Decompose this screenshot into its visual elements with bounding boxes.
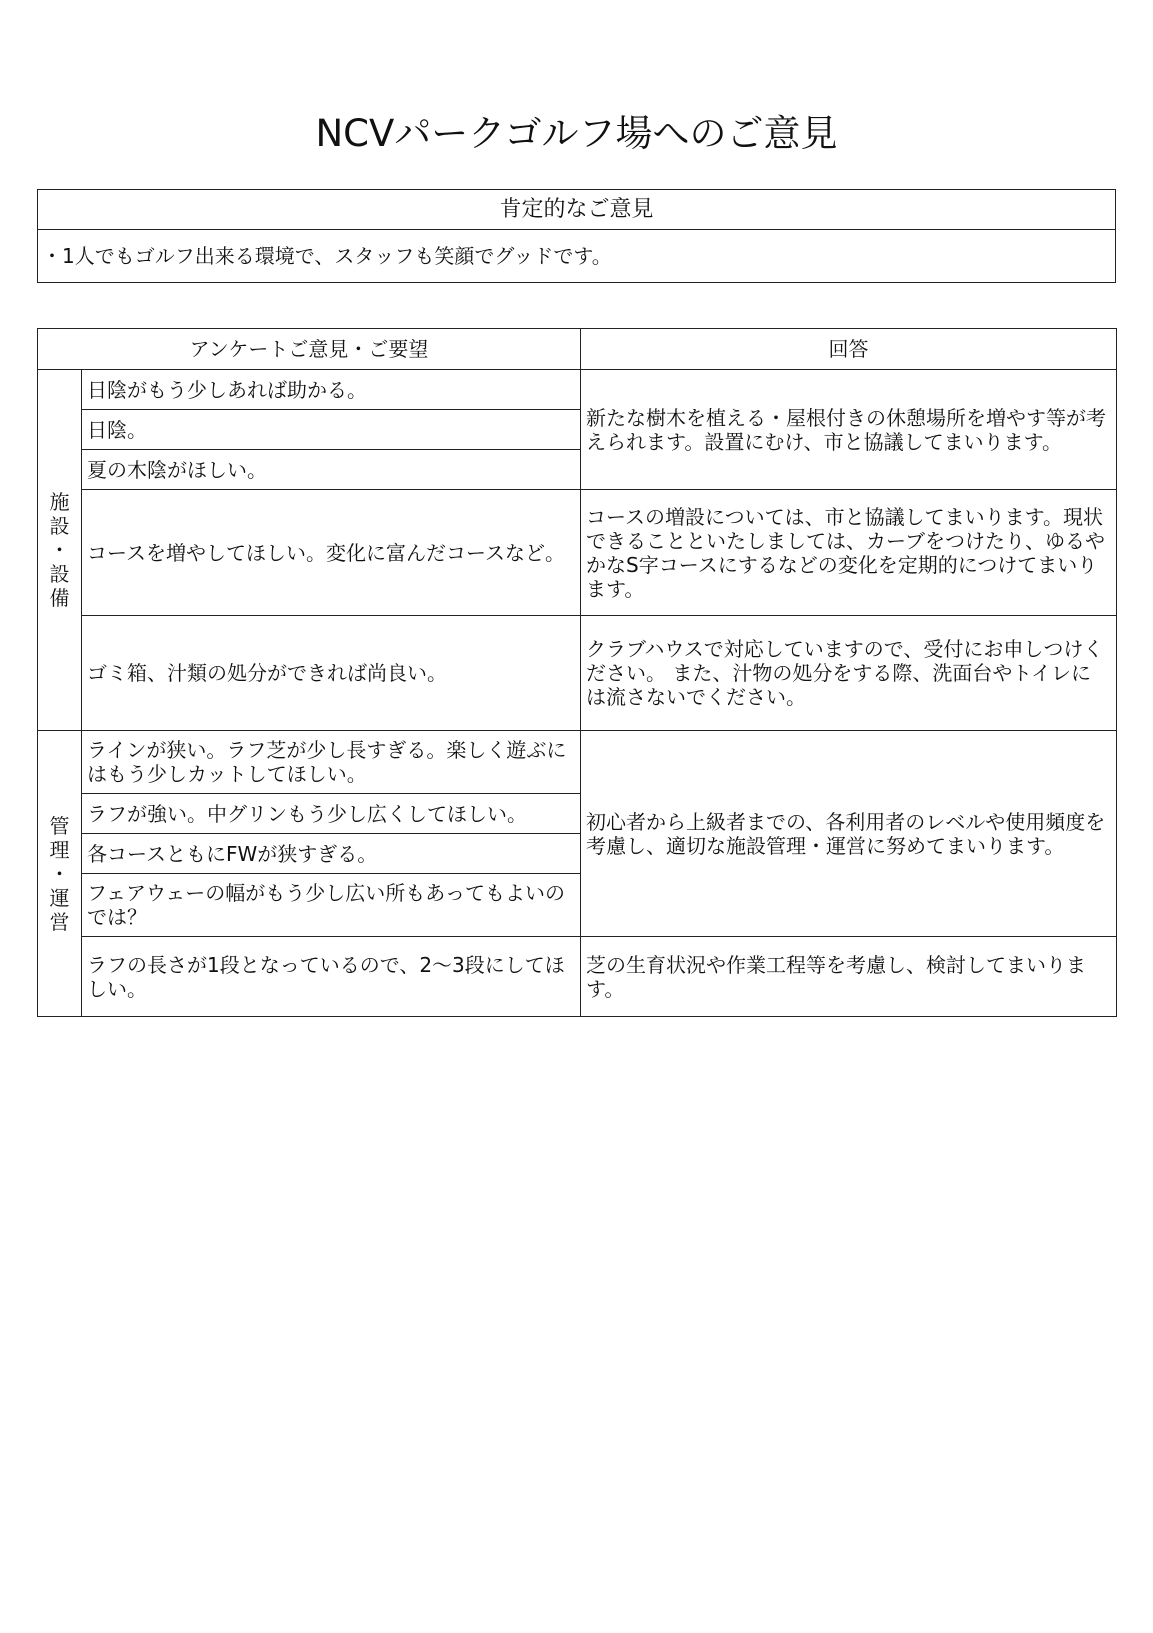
table-row (38, 731, 1117, 794)
survey-header-opinion: アンケートご意見・ご要望 (38, 329, 581, 370)
opinion-cell: ラフの長さが1段となっているので、2～3段にしてほしい。 (82, 937, 581, 1017)
answer-cell: 新たな樹木を植える・屋根付きの休憩場所を増やす等が考えられます。設置にむけ、市と協議してまいります。 (581, 370, 1117, 490)
table-row (38, 370, 1117, 410)
opinion-cell: フェアウェーの幅がもう少し広い所もあってもよいのでは？ (82, 874, 581, 937)
positive-opinion-comment: ・1人でもゴルフ出来る環境で、スタッフも笑顔でグッドです。 (38, 230, 1116, 283)
opinion-cell: コースを増やしてほしい。変化に富んだコースなど。 (82, 490, 581, 616)
positive-opinions-header: 肯定的なご意見 (38, 190, 1116, 230)
opinion-cell: ラフが強い。中グリンもう少し広くしてほしい。 (82, 794, 581, 834)
table-row (38, 937, 1117, 1017)
opinion-cell: 日陰がもう少しあれば助かる。 (82, 370, 581, 410)
answer-cell: コースの増設については、市と協議してまいります。現状できることといたしましては、カーブをつけたり、ゆるやかなS字コースにするなどの変化を定期的につけてまいります。 (581, 490, 1117, 616)
answer-cell: 芝の生育状況や作業工程等を考慮し、検討してまいります。 (581, 937, 1117, 1017)
opinion-cell: 各コースともにFWが狭すぎる。 (82, 834, 581, 874)
answer-cell: クラブハウスで対応していますので、受付にお申しつけください。 また、汁物の処分をする際、洗面台やトイレには流さないでください。 (581, 616, 1117, 731)
category-management: 管 理 ・ 運 営 (38, 731, 82, 1017)
page-title: NCVパークゴルフ場へのご意見 (315, 112, 838, 155)
opinion-cell: 日陰。 (82, 410, 581, 450)
positive-opinions-table (37, 189, 1116, 283)
answer-cell: 初心者から上級者までの、各利用者のレベルや使用頻度を考慮し、適切な施設管理・運営に努めてまいります。 (581, 731, 1117, 937)
opinion-cell: ゴミ箱、汁類の処分ができれば尚良い。 (82, 616, 581, 731)
table-row (38, 490, 1117, 616)
opinion-cell: 夏の木陰がほしい。 (82, 450, 581, 490)
opinion-cell: ラインが狭い。ラフ芝が少し長すぎる。楽しく遊ぶにはもう少しカットしてほしい。 (82, 731, 581, 794)
category-facilities: 施 設 ・ 設 備 (38, 370, 82, 731)
survey-table (37, 328, 1117, 1017)
survey-header-answer: 回答 (581, 329, 1117, 370)
table-row (38, 616, 1117, 731)
